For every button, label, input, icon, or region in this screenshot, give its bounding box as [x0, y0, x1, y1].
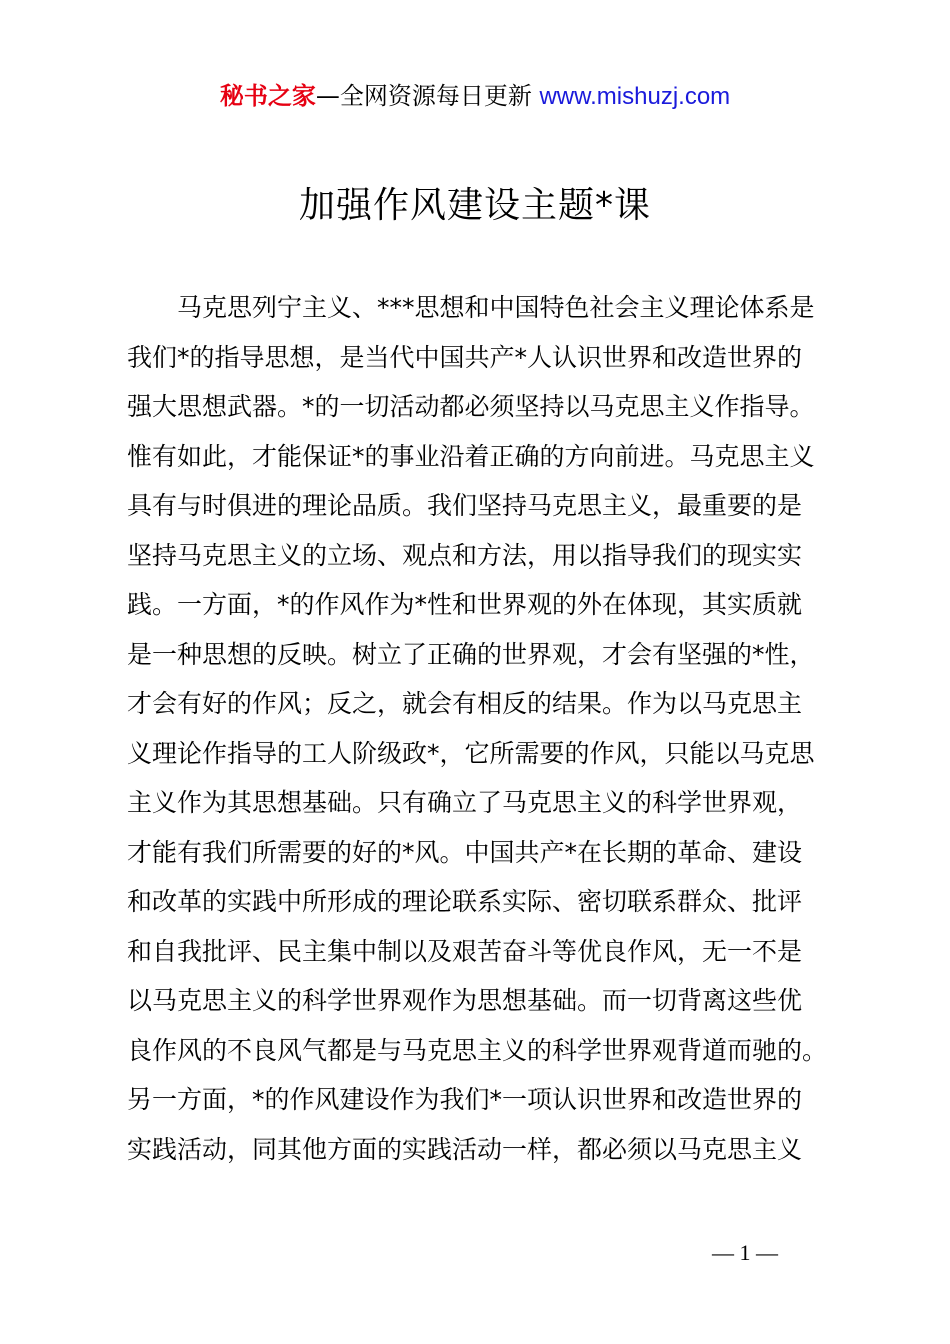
page-number: — 1 —	[712, 1240, 778, 1265]
site-url-link[interactable]: www.mishuzj.com	[539, 83, 731, 110]
body-line: 是一种思想的反映。树立了正确的世界观，才会有坚强的*性，	[127, 639, 815, 669]
body-line: 实践活动，同其他方面的实践活动一样，都必须以马克思主义	[127, 1134, 803, 1164]
body-line: 和自我批评、民主集中制以及艰苦奋斗等优良作风，无一不是	[127, 936, 803, 966]
body-line: 践。一方面，*的作风作为*性和世界观的外在体现，其实质就	[127, 590, 803, 619]
body-line: 以马克思主义的科学世界观作为思想基础。而一切背离这些优	[127, 986, 803, 1015]
site-brand: 秘书之家	[219, 82, 316, 110]
site-tagline: —全网资源每日更新	[315, 82, 540, 110]
body-line: 和改革的实践中所形成的理论联系实际、密切联系群众、批评	[127, 887, 803, 916]
body-line: 马克思列宁主义、***思想和中国特色社会主义理论体系是	[177, 293, 815, 322]
body-line: 义理论作指导的工人阶级政*，它所需要的作风，只能以马克思	[127, 738, 815, 768]
body-line: 才会有好的作风；反之，就会有相反的结果。作为以马克思主	[127, 689, 803, 718]
body-line: 主义作为其思想基础。只有确立了马克思主义的科学世界观，	[127, 788, 803, 817]
document-body	[127, 283, 833, 1174]
body-line: 惟有如此，才能保证*的事业沿着正确的方向前进。马克思主义	[127, 441, 815, 471]
body-line: 坚持马克思主义的立场、观点和方法，用以指导我们的现实实	[127, 540, 803, 570]
body-line: 另一方面，*的作风建设作为我们*一项认识世界和改造世界的	[127, 1085, 803, 1114]
body-line: 才能有我们所需要的好的*风。中国共产*在长期的革命、建设	[127, 837, 803, 867]
body-line: 我们*的指导思想，是当代中国共产*人认识世界和改造世界的	[127, 342, 803, 372]
body-line: 良作风的不良风气都是与马克思主义的科学世界观背道而驰的。	[127, 1035, 828, 1065]
body-line: 强大思想武器。*的一切活动都必须坚持以马克思主义作指导。	[127, 392, 815, 421]
document-title: 加强作风建设主题*课	[298, 185, 651, 226]
body-line: 具有与时俱进的理论品质。我们坚持马克思主义，最重要的是	[127, 491, 803, 520]
site-header	[0, 80, 950, 113]
